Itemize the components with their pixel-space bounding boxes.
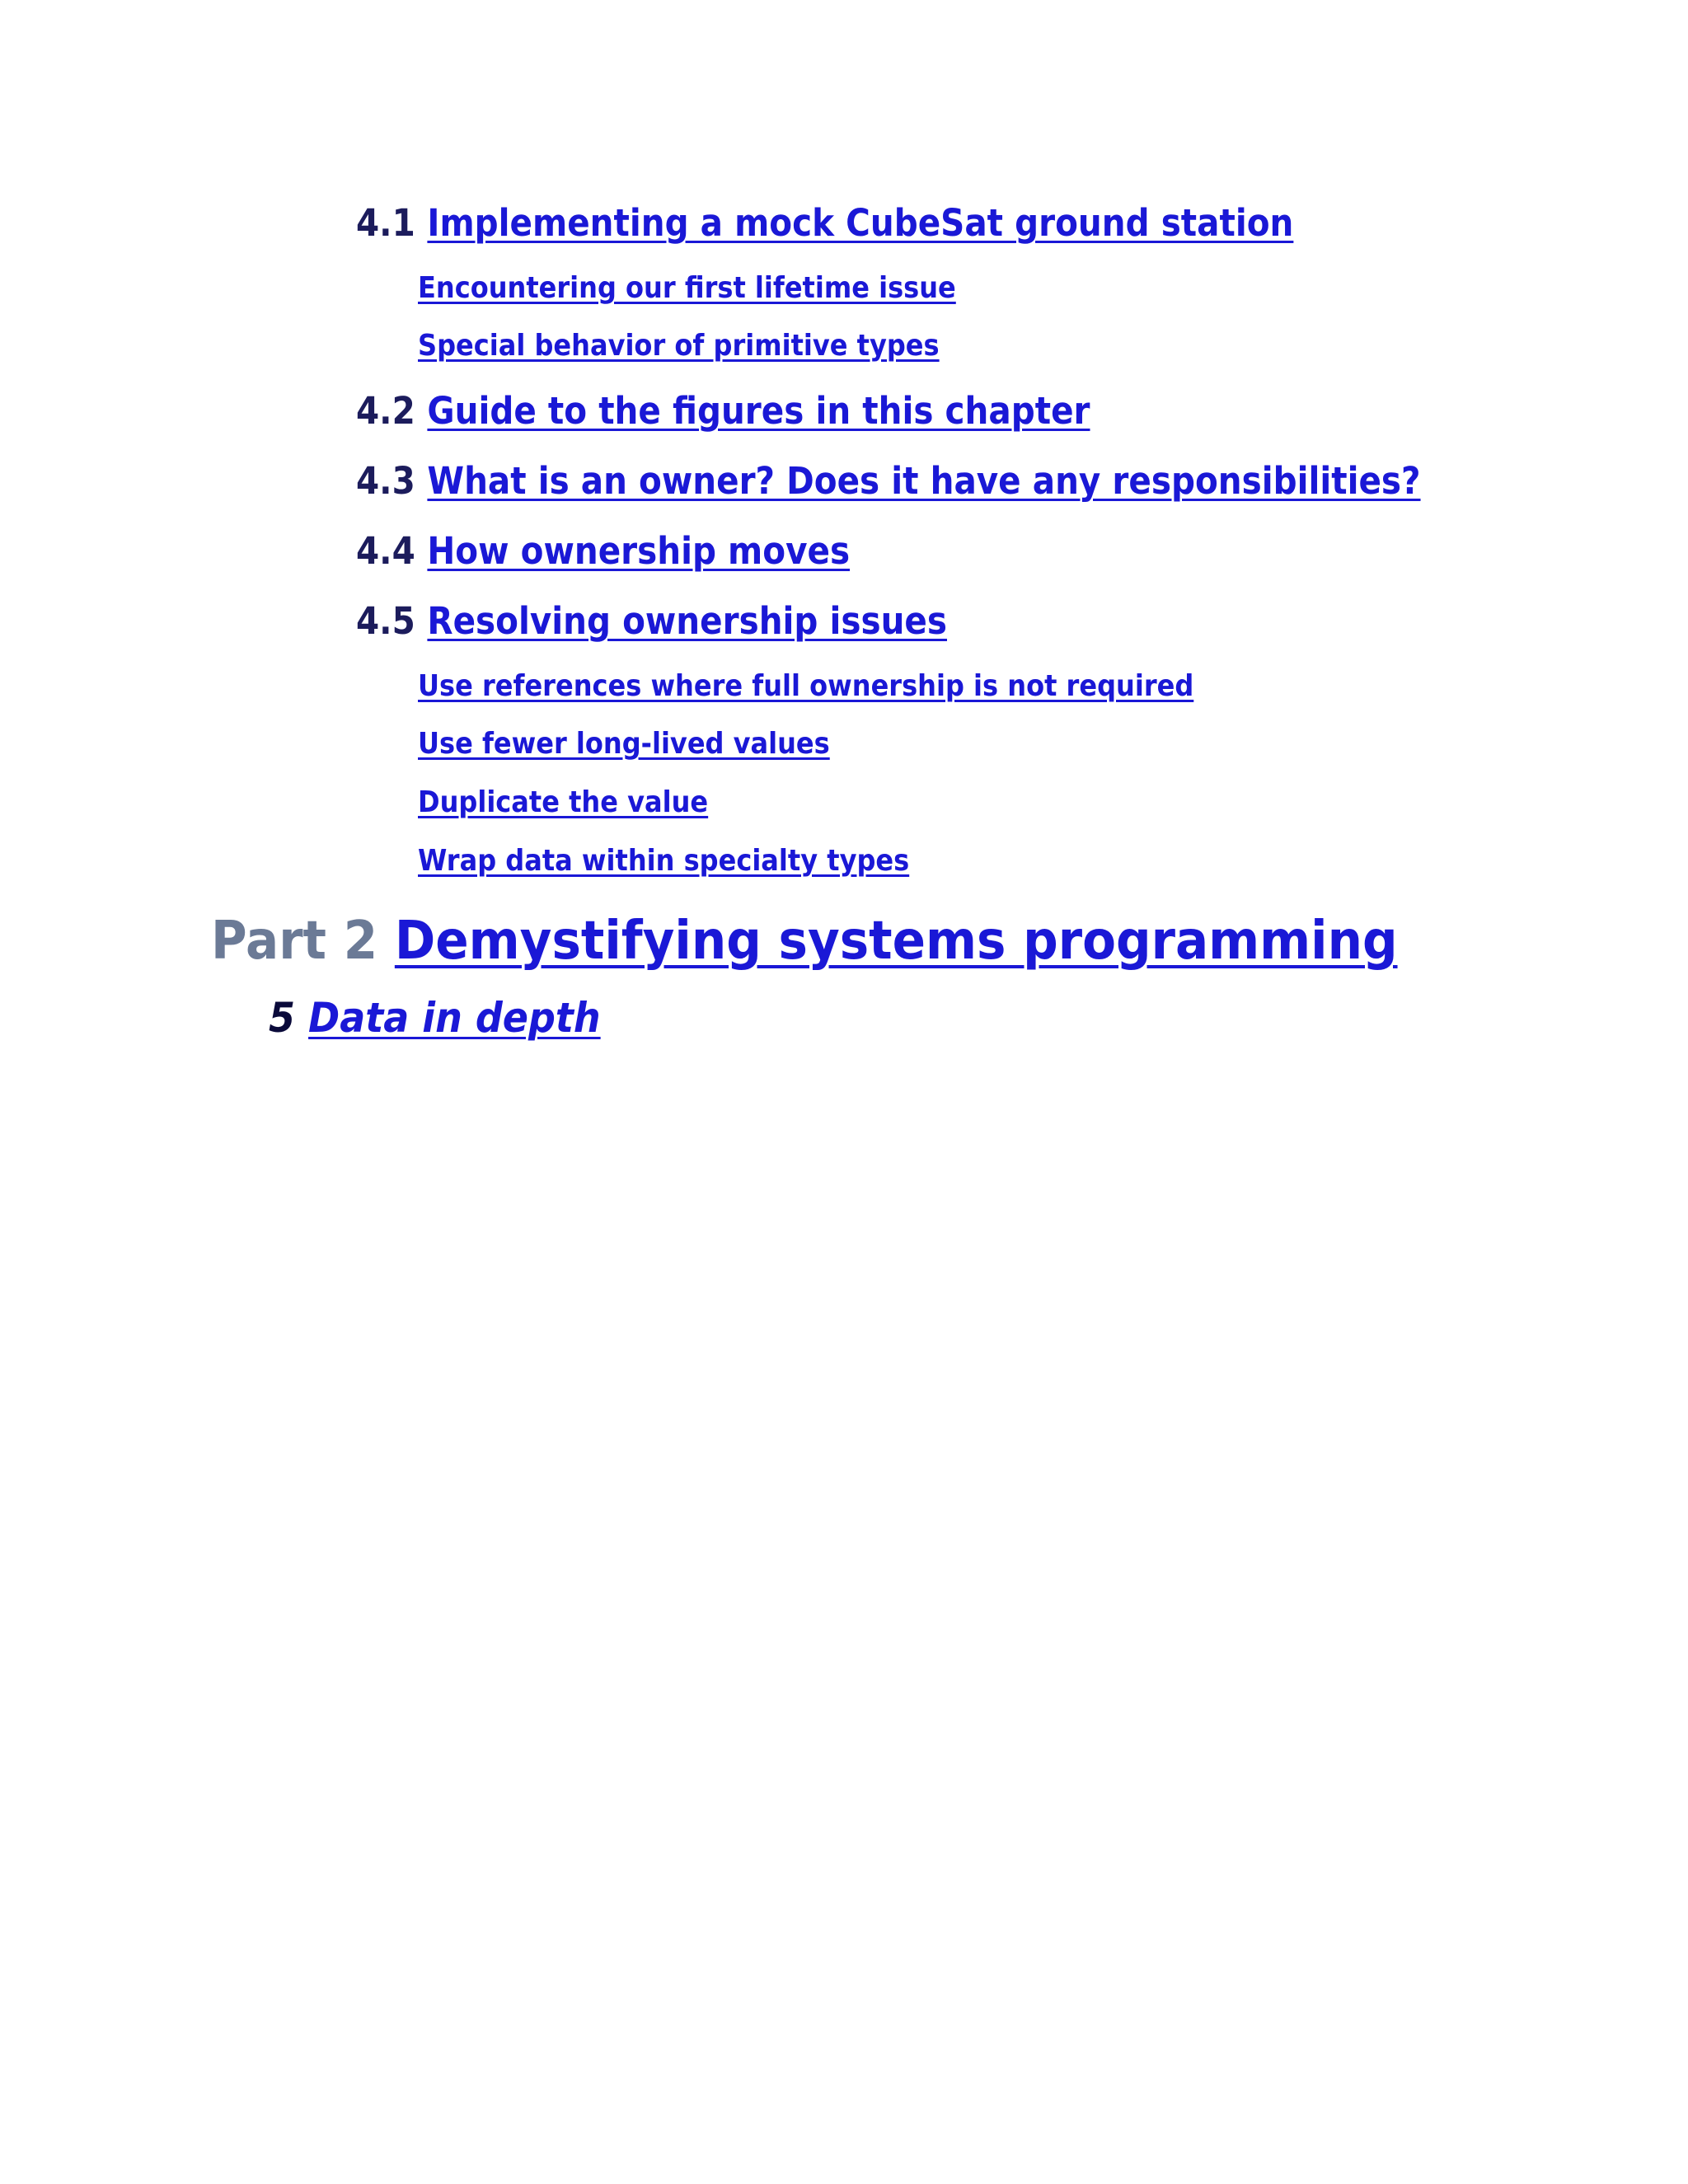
toc-section-4-3 bbox=[356, 459, 1421, 503]
toc-subsection bbox=[418, 669, 1194, 703]
section-link[interactable]: Guide to the figures in this chapter bbox=[427, 389, 1090, 433]
subsection-link[interactable]: Wrap data within specialty types bbox=[418, 844, 910, 878]
section-number: 4.1 bbox=[356, 201, 415, 245]
section-number: 4.2 bbox=[356, 389, 415, 433]
section-link[interactable]: How ownership moves bbox=[427, 529, 851, 573]
subsection-link[interactable]: Use references where full ownership is not required bbox=[418, 669, 1194, 703]
subsection-link[interactable]: Duplicate the value bbox=[418, 785, 709, 819]
toc-subsection bbox=[418, 729, 830, 759]
toc-part-heading bbox=[211, 911, 1398, 972]
toc-section-4-2 bbox=[356, 389, 1090, 433]
part-label: Part 2 bbox=[211, 911, 378, 972]
chapter-number: 5 bbox=[269, 994, 296, 1042]
toc-section-4-5 bbox=[356, 599, 948, 643]
toc-section-4-1 bbox=[356, 201, 1294, 245]
toc-subsection bbox=[418, 785, 709, 819]
toc-chapter-heading bbox=[269, 994, 601, 1042]
part-title-link[interactable]: Demystifying systems programming bbox=[394, 911, 1398, 972]
subsection-link[interactable]: Special behavior of primitive types bbox=[418, 329, 940, 363]
subsection-link[interactable]: Encountering our first lifetime issue bbox=[418, 271, 956, 305]
section-link[interactable]: What is an owner? Does it have any responsibilities? bbox=[427, 459, 1421, 503]
toc-subsection bbox=[418, 271, 956, 305]
section-link[interactable]: Resolving ownership issues bbox=[427, 599, 948, 643]
section-number: 4.5 bbox=[356, 599, 415, 643]
subsection-link[interactable]: Use fewer long-lived values bbox=[418, 727, 830, 761]
section-number: 4.4 bbox=[356, 529, 415, 573]
toc-subsection bbox=[418, 846, 909, 876]
section-link[interactable]: Implementing a mock CubeSat ground station bbox=[427, 201, 1294, 245]
section-number: 4.3 bbox=[356, 459, 415, 503]
toc-subsection bbox=[418, 331, 940, 361]
chapter-title-link[interactable]: Data in depth bbox=[308, 994, 601, 1042]
toc-section-4-4 bbox=[356, 529, 851, 573]
